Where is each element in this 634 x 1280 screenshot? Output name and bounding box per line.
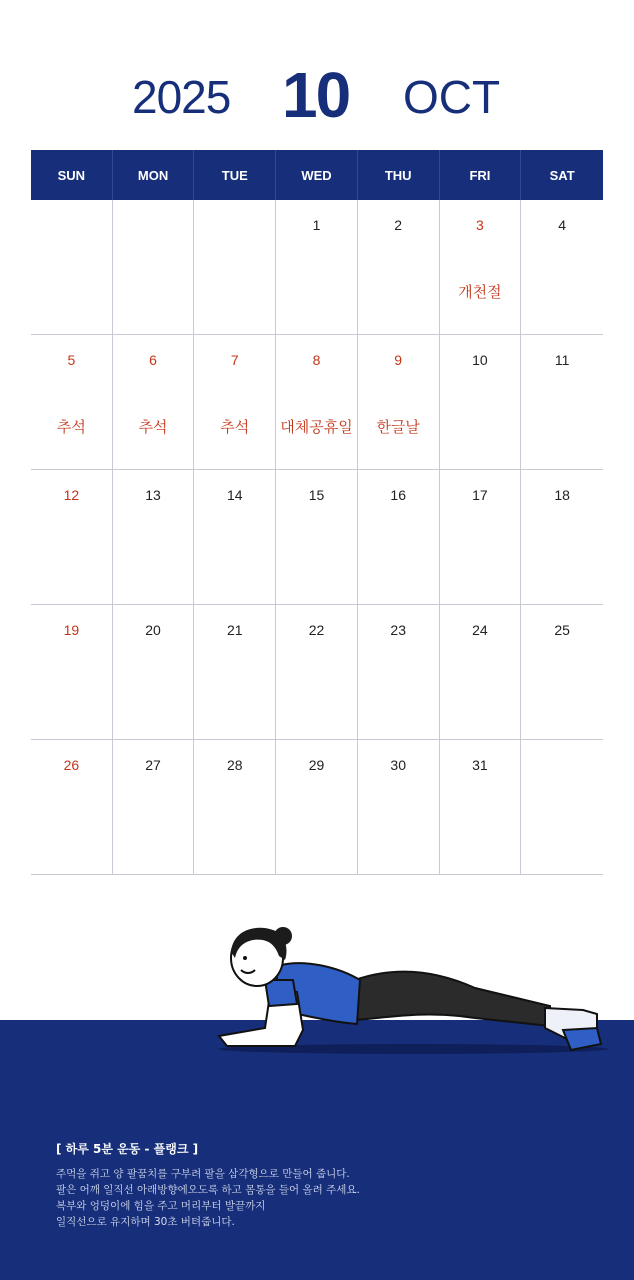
- day-number: 4: [558, 217, 567, 233]
- day-number: 18: [554, 487, 570, 503]
- weekday-mon: MON: [113, 150, 195, 200]
- day-cell: [521, 470, 603, 605]
- weekday-header-row: [31, 150, 603, 200]
- day-cell: [440, 335, 522, 470]
- day-number: 6: [149, 352, 157, 368]
- tip-line: 복부와 엉덩이에 힘을 주고 머리부터 발끝까지: [56, 1200, 266, 1212]
- day-number: 26: [63, 757, 80, 773]
- holiday-label: 추석: [56, 418, 86, 436]
- tip-line: 일직선으로 유지하며 30초 버텨줍니다.: [56, 1216, 235, 1228]
- day-cell: [358, 470, 440, 605]
- holiday-label: 개천절: [458, 283, 502, 301]
- day-number: 7: [230, 352, 239, 368]
- day-number: 3: [476, 217, 484, 233]
- day-cell: [440, 740, 522, 875]
- day-cell: [440, 605, 522, 740]
- day-cell: [276, 200, 358, 335]
- holiday-label: 한글날: [376, 418, 420, 436]
- day-number: 28: [226, 757, 243, 773]
- empty-day-cell: [31, 200, 113, 335]
- day-cell: [440, 200, 522, 335]
- day-number: 12: [63, 487, 80, 503]
- day-cell: [276, 605, 358, 740]
- day-cell: [113, 740, 195, 875]
- tip-line: 팔은 어깨 일직선 아래방향에오도록 하고 몸통을 들어 올려 주세요.: [56, 1184, 360, 1196]
- holiday-label: 대체공휴일: [280, 418, 353, 436]
- empty-day-cell: [113, 200, 195, 335]
- day-cell: [521, 605, 603, 740]
- day-cell: [276, 470, 358, 605]
- day-number: 21: [226, 622, 243, 638]
- day-number: 13: [145, 487, 161, 503]
- day-cell: [440, 470, 522, 605]
- day-number: 5: [67, 352, 76, 368]
- day-cell: [521, 335, 603, 470]
- day-number: 30: [390, 757, 406, 773]
- day-number: 10: [472, 352, 488, 368]
- calendar-header: [0, 0, 634, 150]
- tip-line: 주먹을 쥐고 양 팔꿈치를 구부려 팔을 삼각형으로 만들어 줍니다.: [56, 1168, 350, 1180]
- day-cell: [276, 335, 358, 470]
- weekday-sat: SAT: [549, 167, 575, 183]
- day-number: 24: [472, 622, 488, 638]
- day-number: 17: [472, 487, 488, 503]
- day-number: 29: [308, 757, 325, 773]
- day-cell: [113, 335, 195, 470]
- day-number: 14: [226, 487, 243, 503]
- day-cell: [194, 335, 276, 470]
- day-number: 2: [394, 217, 403, 233]
- day-number: 23: [390, 622, 406, 638]
- day-cell: [194, 740, 276, 875]
- day-cell: [358, 335, 440, 470]
- weekday-tue: TUE: [194, 150, 276, 200]
- weekday-fri: FRI: [440, 150, 522, 200]
- day-number: 20: [145, 622, 161, 638]
- day-cell: [113, 470, 195, 605]
- day-cell: [521, 200, 603, 335]
- plank-illustration: [205, 918, 615, 1063]
- month-name: OCT: [403, 71, 501, 123]
- holiday-label: 추석: [138, 418, 168, 436]
- empty-day-cell: [521, 740, 603, 875]
- day-number: 31: [472, 757, 488, 773]
- day-cell: [358, 605, 440, 740]
- day-number: 22: [308, 622, 325, 638]
- weekday-sun: SUN: [31, 150, 113, 200]
- day-number: 8: [312, 352, 321, 368]
- day-cell: [358, 740, 440, 875]
- empty-day-cell: [194, 200, 276, 335]
- day-number: 27: [145, 757, 161, 773]
- day-cell: [31, 740, 113, 875]
- day-grid: [31, 200, 603, 875]
- day-number: 15: [308, 487, 325, 503]
- calendar-grid: [31, 150, 603, 875]
- day-cell: [194, 605, 276, 740]
- tip-title: [ 하루 5분 운동 - 플랭크 ]: [56, 1142, 199, 1156]
- day-number: 9: [394, 352, 403, 368]
- day-cell: [31, 335, 113, 470]
- day-cell: [31, 470, 113, 605]
- day-number: 19: [63, 622, 80, 638]
- day-number: 11: [554, 352, 570, 368]
- month-number: 10: [282, 59, 350, 131]
- day-cell: [358, 200, 440, 335]
- year-label: 2025: [132, 71, 231, 123]
- weekday-thu: THU: [358, 150, 440, 200]
- day-cell: [194, 470, 276, 605]
- day-cell: [31, 605, 113, 740]
- weekday-wed: WED: [276, 150, 358, 200]
- day-cell: [276, 740, 358, 875]
- day-number: 16: [390, 487, 406, 503]
- day-number: 25: [554, 622, 570, 638]
- day-number: 1: [312, 217, 321, 233]
- day-cell: [113, 605, 195, 740]
- holiday-label: 추석: [220, 418, 250, 436]
